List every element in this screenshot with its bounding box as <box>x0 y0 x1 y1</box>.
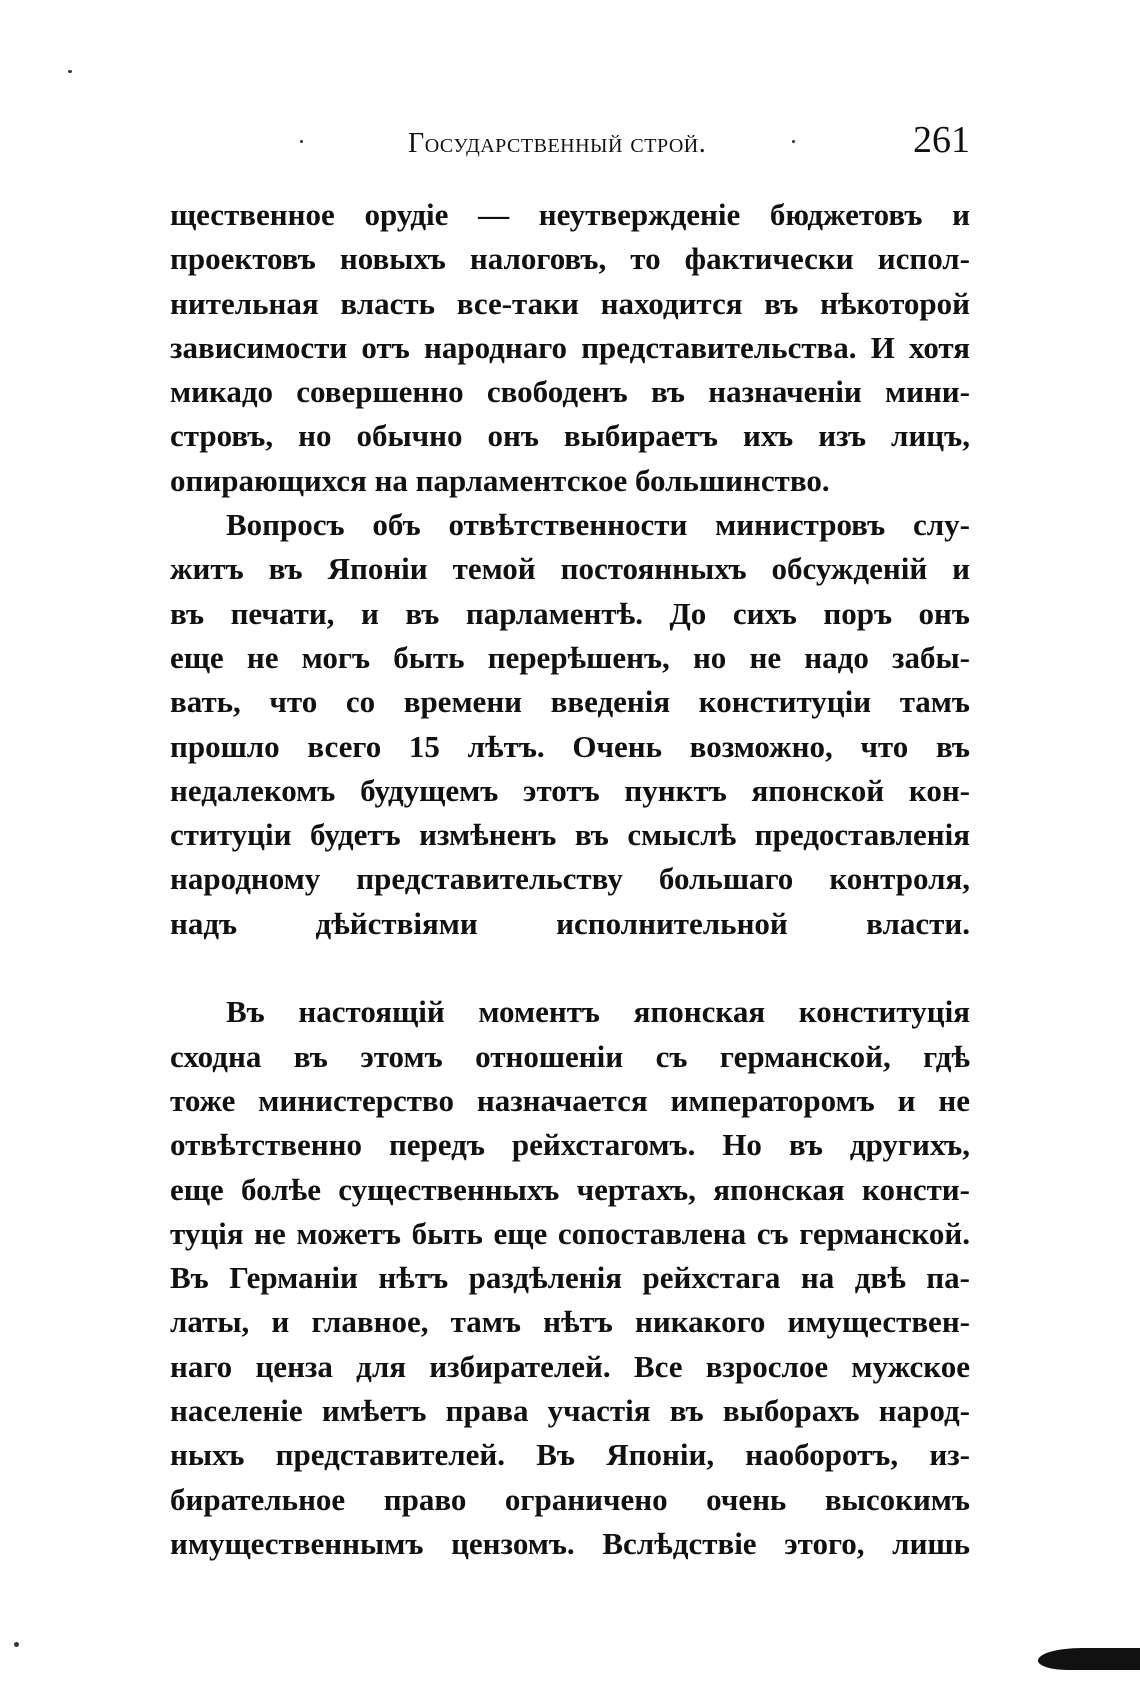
text-line: стровъ, но обычно онъ выбираетъ ихъ изъ лицъ, <box>170 418 970 454</box>
text-line: тоже министерство назначается императоромъ и не <box>170 1082 970 1118</box>
text-line: народному представительству большаго контроля, <box>170 861 970 897</box>
scan-speck <box>792 140 795 143</box>
page-number: 261 <box>913 119 970 161</box>
paragraph <box>170 193 970 503</box>
text-line: имущественнымъ цензомъ. Вслѣдствіе этого, лишь <box>170 1525 970 1561</box>
text-line: наго ценза для избирателей. Все взрослое мужское <box>170 1348 970 1384</box>
text-line: недалекомъ будущемъ этотъ пунктъ японской кон- <box>170 772 970 808</box>
scan-smudge <box>1038 1648 1140 1670</box>
text-line: населеніе имѣетъ права участія въ выборахъ народ- <box>170 1393 970 1429</box>
text-line: сходна въ этомъ отношеніи съ германской, гдѣ <box>170 1038 970 1074</box>
text-line: Вопросъ объ отвѣтственности министровъ слу- <box>226 507 970 543</box>
text-line: латы, и главное, тамъ нѣтъ никакого имуществен- <box>170 1304 970 1340</box>
text-line: туція не можетъ быть еще сопоставлена съ германской. <box>170 1215 970 1251</box>
scan-speck <box>300 140 303 143</box>
text-line: бирательное право ограничено очень высокимъ <box>170 1481 970 1517</box>
running-head <box>170 118 970 174</box>
text-line: ныхъ представителей. Въ Японіи, наоборотъ, из- <box>170 1437 970 1473</box>
text-line: житъ въ Японіи темой постоянныхъ обсужденій и <box>170 551 970 587</box>
scan-speck <box>68 70 72 73</box>
text-line <box>170 946 970 990</box>
text-line: Въ настоящій моментъ японская конституція <box>226 994 970 1030</box>
text-line: щественное орудіе — неутвержденіе бюджетовъ и <box>170 197 970 232</box>
text-line: еще болѣе существенныхъ чертахъ, японская консти- <box>170 1171 970 1207</box>
text-line: еще не могъ быть перерѣшенъ, но не надо забы- <box>170 639 970 675</box>
text-line: въ печати, и въ парламентѣ. До сихъ поръ онъ <box>170 595 970 631</box>
text-line: нительная власть все-таки находится въ нѣкоторой <box>170 285 970 321</box>
body-text <box>170 193 970 1566</box>
running-title: Государственный строй. <box>408 128 707 159</box>
text-line: микадо совершенно свободенъ въ назначеніи мини- <box>170 374 970 410</box>
text-line: вать, что со времени введенія конституціи тамъ <box>170 684 970 720</box>
text-line: зависимости отъ народнаго представительства. И хотя <box>170 329 970 365</box>
text-line: надъ дѣйствіями исполнительной власти. <box>170 905 970 941</box>
paragraph <box>170 990 970 1566</box>
text-line: прошло всего 15 лѣтъ. Очень возможно, что въ <box>170 728 970 764</box>
text-line: проектовъ новыхъ налоговъ, то фактически испол- <box>170 241 970 277</box>
text-line: Въ Германіи нѣтъ раздѣленія рейхстага на двѣ па- <box>170 1260 970 1296</box>
text-line: ституціи будетъ измѣненъ въ смыслѣ предоставленія <box>170 817 970 853</box>
paragraph <box>170 503 970 990</box>
scan-speck <box>14 1642 19 1647</box>
text-line: отвѣтственно передъ рейхстагомъ. Но въ другихъ, <box>170 1127 970 1163</box>
text-line: опирающихся на парламентское большинство. <box>170 462 830 498</box>
